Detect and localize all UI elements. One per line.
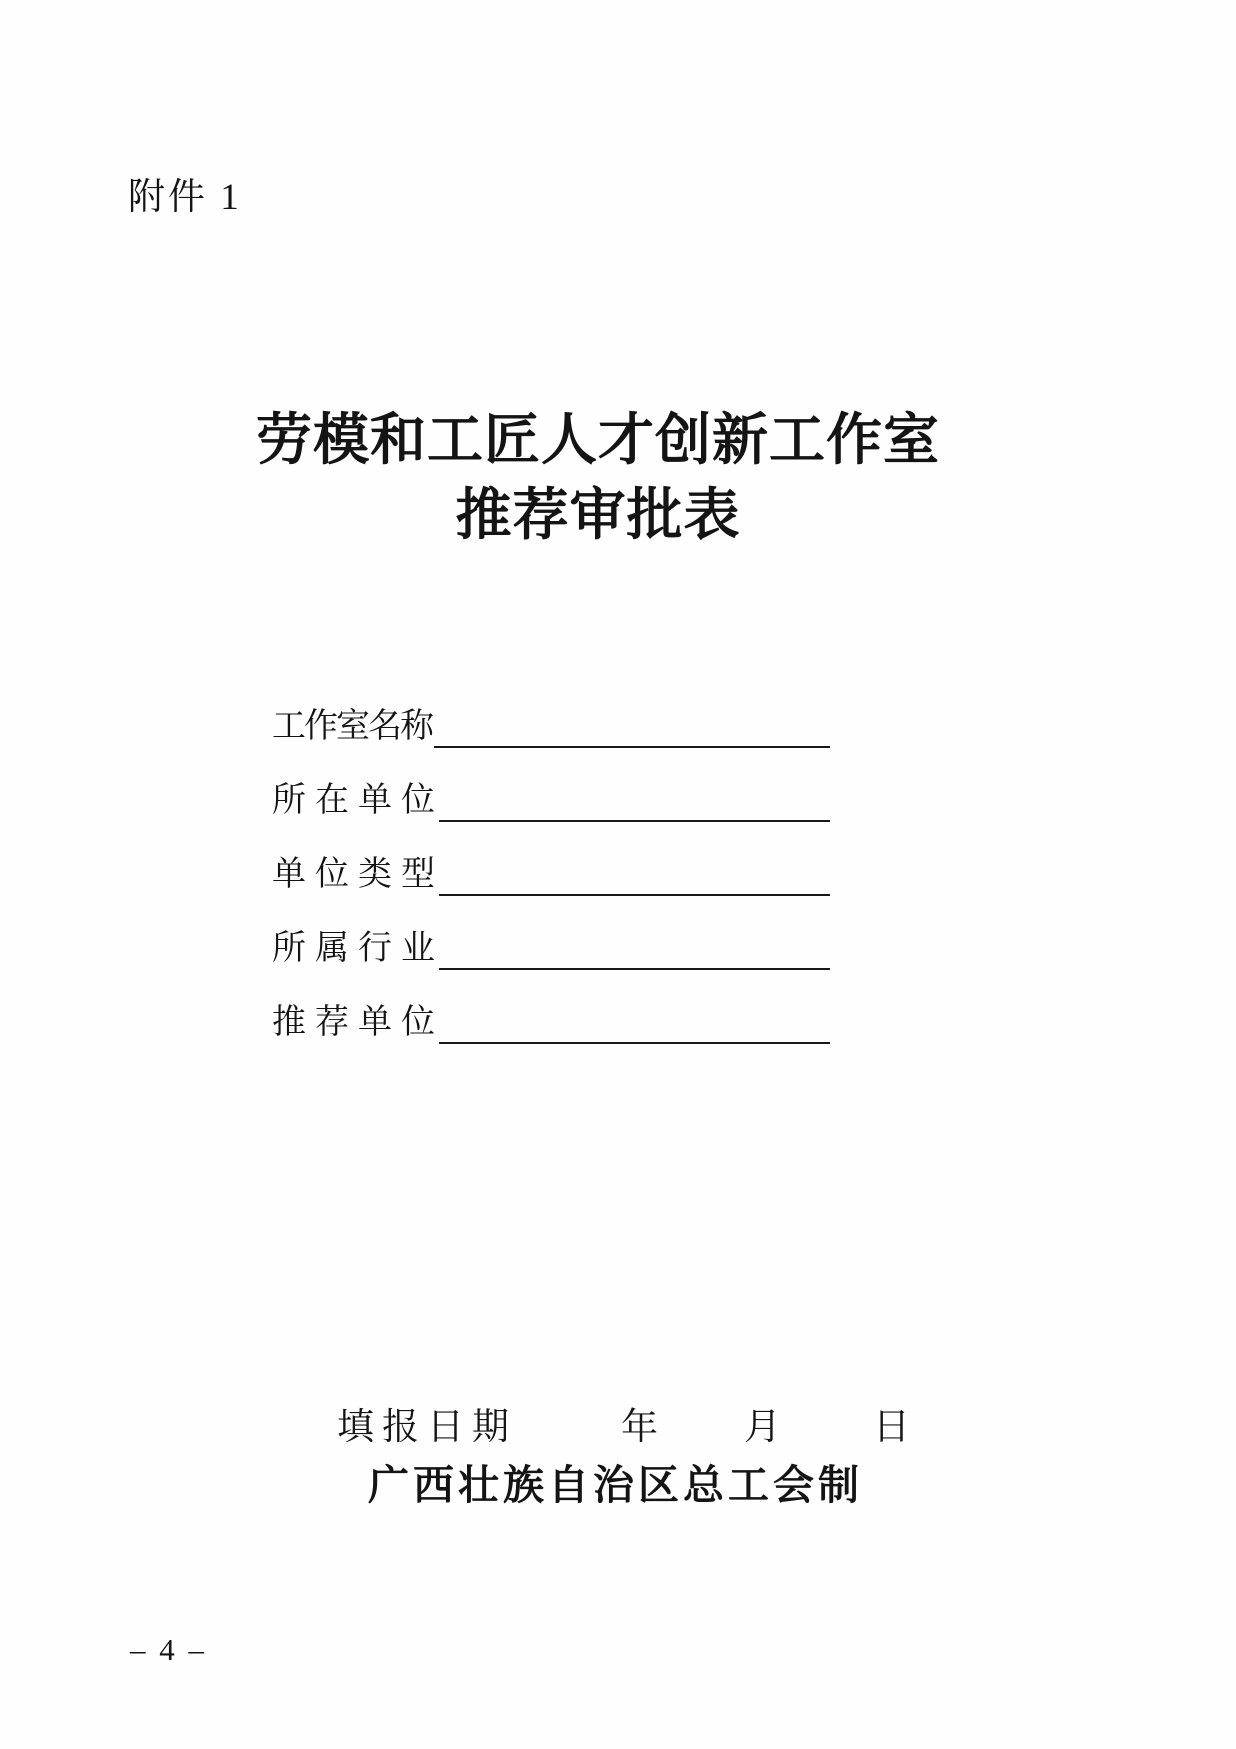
recommending-unit-blank-line [439, 1039, 830, 1044]
day-label: 日 [873, 1407, 910, 1448]
studio-name-blank-line [434, 743, 830, 748]
form-title-line-1: 劳模和工匠人才创新工作室 [256, 410, 940, 472]
field-row-unit-type [272, 822, 830, 896]
form-title [0, 404, 1196, 554]
unit-type-blank-line [439, 891, 830, 896]
field-row-recommending-unit [272, 970, 830, 1044]
industry-label: 所属行业 [272, 930, 444, 967]
recommending-unit-label: 推荐单位 [272, 1004, 444, 1041]
field-row-industry [272, 896, 830, 970]
year-label: 年 [621, 1407, 658, 1448]
issuer-line: 广西壮族自治区总工会制 [368, 1462, 863, 1508]
work-unit-blank-line [439, 817, 830, 822]
studio-name-label: 工作室名称 [272, 708, 432, 745]
fill-date-label: 填报日期 [337, 1407, 517, 1448]
field-row-work-unit [272, 748, 830, 822]
month-label: 月 [744, 1407, 781, 1448]
fields-section [272, 674, 830, 1044]
fill-date-line [337, 1396, 910, 1450]
attachment-label: 附件 1 [128, 177, 242, 218]
work-unit-label: 所在单位 [272, 782, 444, 819]
industry-blank-line [439, 965, 830, 970]
field-row-studio-name [272, 674, 830, 748]
unit-type-label: 单位类型 [272, 856, 444, 893]
form-title-line-2: 推荐审批表 [455, 485, 741, 547]
page-number: – 4 – [130, 1632, 207, 1667]
